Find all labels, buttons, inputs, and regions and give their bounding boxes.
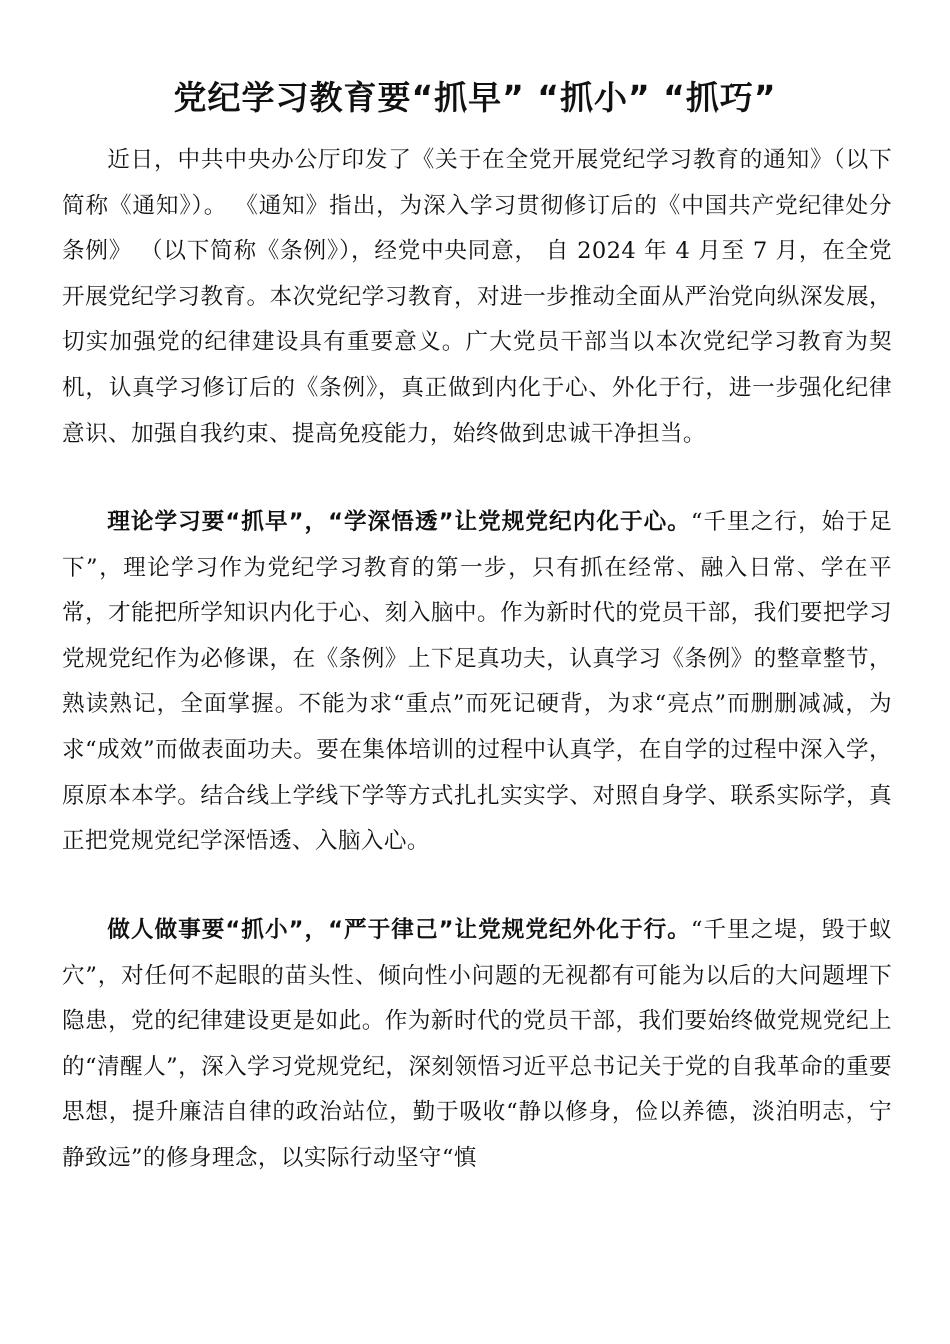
paragraph-conduct-text: “千里之堤，毁于蚁穴”，对任何不起眼的苗头性、倾向性小问题的无视都有可能为以后的大问题埋下隐患，党的纪律建设更是如此。作为新时代的党员干部，我们要始终做党规党纪上的“清醒人”，深入学习党规党纪，深刻领悟习近平总书记关于党的自我革命的重要思想，提升廉洁自律的政治站位，勤于吸收“静以修身，俭以养德，淡泊明志，宁静致远”的修身理念，以实际行动坚守“慎 bbox=[62, 917, 892, 1171]
paragraph-theory-study bbox=[62, 500, 892, 865]
paragraph-conduct bbox=[62, 908, 892, 1182]
paragraph-conduct-heading: 做人做事要“抓小”，“严于律己”让党规党纪外化于行。 bbox=[107, 917, 691, 943]
document-title: 党纪学习教育要“抓早” “抓小” “抓巧” bbox=[173, 78, 777, 117]
paragraph-intro bbox=[62, 138, 892, 457]
paragraph-theory-study-text: “千里之行，始于足下”，理论学习作为党纪学习教育的第一步，只有抓在经常、融入日常、学在平常，才能把所学知识内化于心、刻入脑中。作为新时代的党员干部，我们要把学习党规党纪作为必修课，在《条例》上下足真功夫，认真学习《条例》的整章整节，熟读熟记，全面掌握。不能为求“重点”而死记硬背，为求“亮点”而删删减减，为求“成效”而做表面功夫。要在集体培训的过程中认真学，在自学的过程中深入学，原原本本学。结合线上学线下学等方式扎扎实实学、对照自身学、联系实际学，真正把党规党纪学深悟透、入脑入心。 bbox=[62, 509, 892, 855]
paragraph-intro-text: 近日，中共中央办公厅印发了《关于在全党开展党纪学习教育的通知》（以下简称《通知》）。 《通知》指出，为深入学习贯彻修订后的《中国共产党纪律处分条例》 （以下简称《条例》），经党中央同意， 自 2024 年 4 月至 7 月，在全党开展党纪学习教育。本次党纪学习教育，对进一步推动全面从严治党向纵深发展，切实加强党的纪律建设具有重要意义。广大党员干部当以本次党纪学习教育为契机，认真学习修订后的《条例》，真正做到内化于心、外化于行，进一步强化纪律意识、加强自我约束、提高免疫能力，始终做到忠诚干净担当。 bbox=[62, 147, 892, 447]
paragraph-theory-study-heading: 理论学习要“抓早”，“学深悟透”让党规党纪内化于心。 bbox=[107, 509, 691, 535]
